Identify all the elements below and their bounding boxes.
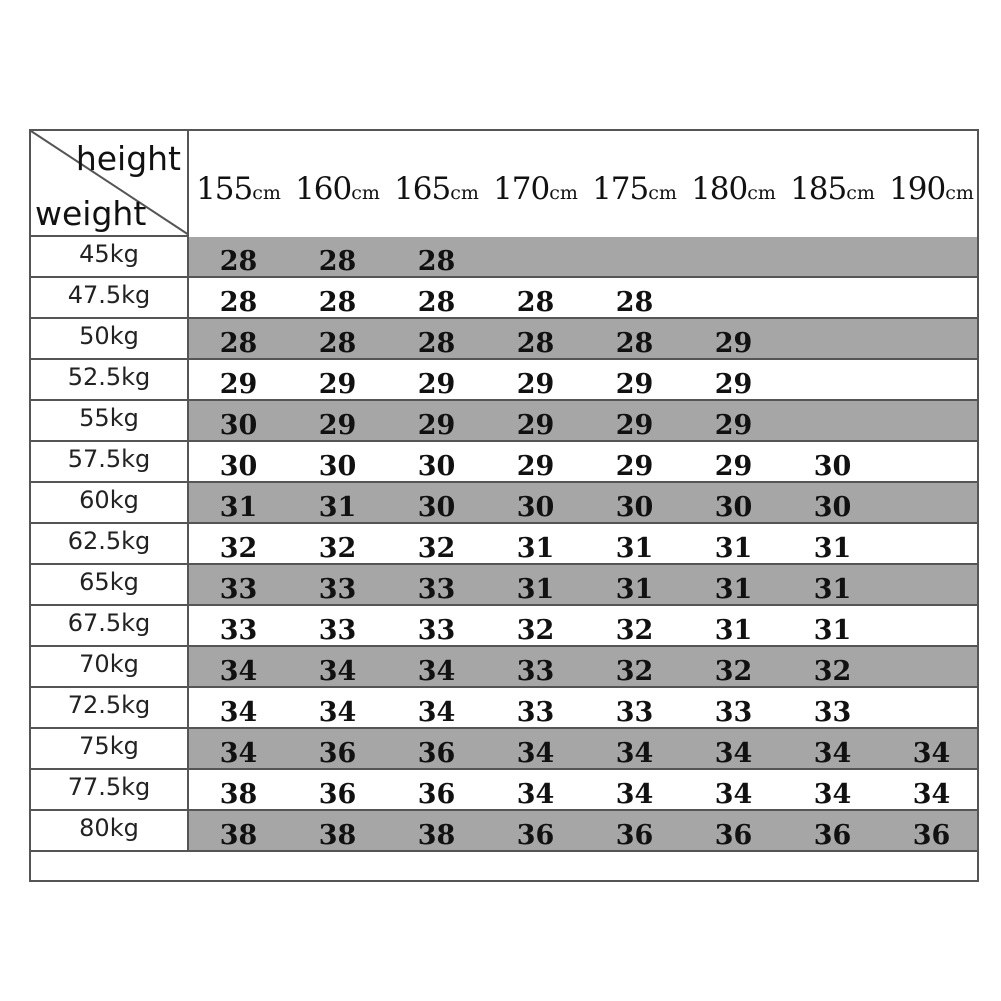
size-value-cell: 28 [615, 328, 654, 359]
weight-label: 57.5kg [31, 442, 189, 481]
row-band [189, 729, 977, 768]
size-value-cell: 34 [516, 738, 555, 769]
size-value-cell: 30 [615, 492, 654, 523]
size-value-cell: 34 [219, 656, 258, 687]
table-row [31, 606, 977, 647]
row-band [189, 442, 977, 481]
size-value-cell: 31 [615, 574, 654, 605]
size-value-cell: 29 [714, 410, 753, 441]
size-value-cell: 36 [318, 779, 357, 810]
weight-label: 75kg [31, 729, 189, 768]
size-value-cell: 29 [615, 369, 654, 400]
weight-label: 72.5kg [31, 688, 189, 727]
table-row [31, 360, 977, 401]
corner-header-cell [31, 131, 189, 237]
size-value-cell: 32 [615, 656, 654, 687]
size-value-cell: 30 [417, 451, 456, 482]
weight-label: 67.5kg [31, 606, 189, 645]
size-value-cell: 28 [417, 287, 456, 318]
size-value-cell: 29 [417, 410, 456, 441]
size-value-cell: 34 [516, 779, 555, 810]
row-band [189, 360, 977, 399]
height-unit: cm [846, 182, 875, 204]
size-value-cell: 36 [516, 820, 555, 851]
table-row [31, 565, 977, 606]
size-value-cell: 38 [219, 820, 258, 851]
size-value-cell: 34 [318, 697, 357, 728]
size-value-cell: 34 [318, 656, 357, 687]
size-value-cell: 29 [318, 369, 357, 400]
height-unit: cm [648, 182, 677, 204]
height-value: 160 [295, 171, 352, 207]
size-value-cell: 36 [912, 820, 951, 851]
size-value-cell: 29 [516, 451, 555, 482]
size-value-cell: 29 [219, 369, 258, 400]
table-row [31, 524, 977, 565]
size-value-cell: 29 [615, 451, 654, 482]
weight-label: 70kg [31, 647, 189, 686]
size-value-cell: 31 [714, 615, 753, 646]
height-value: 155 [196, 171, 253, 207]
size-value-cell: 29 [714, 328, 753, 359]
height-value: 170 [493, 171, 550, 207]
row-band [189, 278, 977, 317]
height-header-185 [783, 171, 882, 207]
weight-label: 50kg [31, 319, 189, 358]
height-header-160 [288, 171, 387, 207]
size-value-cell: 30 [219, 410, 258, 441]
size-value-cell: 28 [318, 328, 357, 359]
size-value-cell: 29 [417, 369, 456, 400]
height-header-190 [882, 171, 981, 207]
table-row [31, 237, 977, 278]
size-value-cell: 28 [318, 246, 357, 277]
size-value-cell: 31 [813, 615, 852, 646]
size-value-cell: 34 [714, 779, 753, 810]
size-value-cell: 34 [219, 697, 258, 728]
size-value-cell: 33 [516, 697, 555, 728]
size-value-cell: 30 [219, 451, 258, 482]
size-value-cell: 34 [615, 779, 654, 810]
corner-weight-label: weight [35, 194, 147, 233]
weight-label: 65kg [31, 565, 189, 604]
size-value-cell: 33 [219, 574, 258, 605]
table-row [31, 483, 977, 524]
size-value-cell: 32 [714, 656, 753, 687]
weight-label: 62.5kg [31, 524, 189, 563]
row-band [189, 401, 977, 440]
height-value: 180 [691, 171, 748, 207]
height-value: 190 [889, 171, 946, 207]
size-value-cell: 29 [714, 369, 753, 400]
size-value-cell: 31 [714, 574, 753, 605]
size-value-cell: 32 [417, 533, 456, 564]
size-value-cell: 28 [219, 287, 258, 318]
size-value-cell: 28 [318, 287, 357, 318]
size-value-cell: 36 [417, 738, 456, 769]
size-value-cell: 36 [318, 738, 357, 769]
height-header-175 [585, 171, 684, 207]
row-band [189, 319, 977, 358]
size-value-cell: 30 [417, 492, 456, 523]
row-band [189, 811, 977, 850]
size-value-cell: 30 [714, 492, 753, 523]
height-header-180 [684, 171, 783, 207]
size-value-cell: 31 [813, 533, 852, 564]
size-value-cell: 29 [516, 410, 555, 441]
row-band [189, 565, 977, 604]
size-value-cell: 29 [318, 410, 357, 441]
row-band [189, 606, 977, 645]
size-value-cell: 29 [516, 369, 555, 400]
size-value-cell: 28 [417, 246, 456, 277]
table-row [31, 442, 977, 483]
size-value-cell: 33 [714, 697, 753, 728]
size-value-cell: 28 [219, 246, 258, 277]
corner-height-label: height [75, 139, 181, 178]
size-value-cell: 32 [615, 615, 654, 646]
weight-label: 80kg [31, 811, 189, 850]
size-value-cell: 29 [714, 451, 753, 482]
size-value-cell: 31 [615, 533, 654, 564]
size-value-cell: 32 [219, 533, 258, 564]
weight-label: 52.5kg [31, 360, 189, 399]
row-band [189, 483, 977, 522]
height-header-165 [387, 171, 486, 207]
size-value-cell: 34 [417, 697, 456, 728]
size-value-cell: 34 [714, 738, 753, 769]
size-value-cell: 36 [417, 779, 456, 810]
table-row [31, 319, 977, 360]
height-unit: cm [549, 182, 578, 204]
size-value-cell: 38 [219, 779, 258, 810]
size-value-cell: 33 [318, 574, 357, 605]
size-value-cell: 33 [813, 697, 852, 728]
height-unit: cm [351, 182, 380, 204]
size-value-cell: 31 [813, 574, 852, 605]
size-value-cell: 32 [318, 533, 357, 564]
size-value-cell: 28 [516, 287, 555, 318]
size-value-cell: 36 [615, 820, 654, 851]
height-value: 175 [592, 171, 649, 207]
size-value-cell: 33 [219, 615, 258, 646]
row-band [189, 524, 977, 563]
weight-label: 55kg [31, 401, 189, 440]
size-value-cell: 33 [615, 697, 654, 728]
size-value-cell: 31 [516, 533, 555, 564]
height-header-155 [189, 171, 288, 207]
size-value-cell: 36 [714, 820, 753, 851]
size-value-cell: 34 [219, 738, 258, 769]
size-value-cell: 33 [417, 615, 456, 646]
weight-label: 47.5kg [31, 278, 189, 317]
size-value-cell: 31 [714, 533, 753, 564]
table-row [31, 278, 977, 319]
row-band [189, 688, 977, 727]
size-chart-table [29, 129, 979, 882]
height-header-row [189, 131, 979, 237]
size-value-cell: 34 [813, 779, 852, 810]
size-value-cell: 30 [318, 451, 357, 482]
size-value-cell: 34 [813, 738, 852, 769]
table-row [31, 401, 977, 442]
weight-label: 45kg [31, 237, 189, 276]
size-value-cell: 30 [516, 492, 555, 523]
table-row [31, 770, 977, 811]
size-value-cell: 31 [318, 492, 357, 523]
weight-label: 77.5kg [31, 770, 189, 809]
size-value-cell: 28 [417, 328, 456, 359]
size-value-cell: 30 [813, 451, 852, 482]
size-value-cell: 28 [615, 287, 654, 318]
table-row [31, 688, 977, 729]
size-value-cell: 32 [813, 656, 852, 687]
size-value-cell: 34 [615, 738, 654, 769]
size-value-cell: 31 [516, 574, 555, 605]
row-band [189, 647, 977, 686]
size-value-cell: 31 [219, 492, 258, 523]
size-value-cell: 30 [813, 492, 852, 523]
size-value-cell: 29 [615, 410, 654, 441]
table-row [31, 729, 977, 770]
size-value-cell: 38 [417, 820, 456, 851]
height-value: 185 [790, 171, 847, 207]
height-unit: cm [945, 182, 974, 204]
height-header-170 [486, 171, 585, 207]
size-value-cell: 32 [516, 615, 555, 646]
row-band [189, 770, 977, 809]
size-value-cell: 33 [318, 615, 357, 646]
height-unit: cm [450, 182, 479, 204]
height-unit: cm [747, 182, 776, 204]
height-unit: cm [252, 182, 281, 204]
size-value-cell: 33 [417, 574, 456, 605]
size-value-cell: 38 [318, 820, 357, 851]
height-value: 165 [394, 171, 451, 207]
size-value-cell: 34 [417, 656, 456, 687]
size-value-cell: 34 [912, 779, 951, 810]
size-value-cell: 28 [219, 328, 258, 359]
table-row [31, 811, 977, 852]
size-value-cell: 28 [516, 328, 555, 359]
table-row [31, 647, 977, 688]
weight-label: 60kg [31, 483, 189, 522]
row-band [189, 237, 977, 276]
size-value-cell: 34 [912, 738, 951, 769]
size-value-cell: 36 [813, 820, 852, 851]
size-value-cell: 33 [516, 656, 555, 687]
